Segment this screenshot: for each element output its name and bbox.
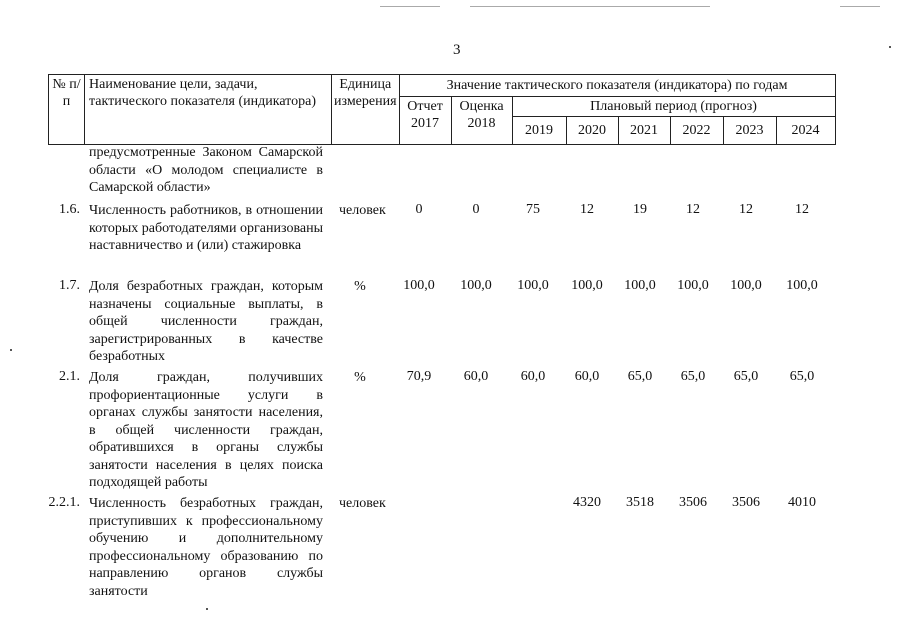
header-year-2021: 2021 xyxy=(618,117,670,145)
header-year-2019: 2019 xyxy=(512,117,566,145)
row-name: Доля безработных граждан, которым назначены социальные выплаты, в общей численности граждан, зарегистрированных в качестве безработных xyxy=(89,279,323,364)
header-year-2024: 2024 xyxy=(776,117,835,145)
row-unit: человек xyxy=(339,203,386,218)
page-number: 3 xyxy=(453,42,461,58)
value-2024: 4010 xyxy=(788,495,816,510)
value-2021: 19 xyxy=(633,202,647,217)
scan-line xyxy=(840,6,880,7)
value-report-2017: 100,0 xyxy=(403,278,435,293)
row-name: Доля граждан, получивших профориентационные услуги в органах службы занятости населения, в общей численности граждан, обратившихся в органы службы занятости населения в целях поиска подходящей работы xyxy=(89,370,323,490)
scan-line xyxy=(380,6,440,7)
value-2019: 60,0 xyxy=(520,369,546,384)
scan-speck xyxy=(206,608,208,610)
header-report: Отчет 2017 xyxy=(399,97,451,145)
value-2019: 100,0 xyxy=(517,278,549,293)
value-estimate-2018: 0 xyxy=(472,202,480,217)
header-planned: Плановый период (прогноз) xyxy=(512,97,835,117)
value-2023: 3506 xyxy=(732,495,760,510)
value-2022: 100,0 xyxy=(677,278,709,293)
value-estimate-2018: 60,0 xyxy=(463,369,489,384)
header-year-2022: 2022 xyxy=(670,117,723,145)
header-name: Наименование цели, задачи, тактического показателя (индикатора) xyxy=(85,75,332,145)
value-2022: 12 xyxy=(686,202,700,217)
header-unit: Единица измерения xyxy=(332,75,400,145)
scan-line xyxy=(470,6,710,7)
row-unit: % xyxy=(354,279,366,294)
header-num: № п/п xyxy=(49,75,85,145)
value-report-2017: 0 xyxy=(415,202,423,217)
row-unit: % xyxy=(354,370,366,385)
header-year-2023: 2023 xyxy=(723,117,776,145)
value-2023: 12 xyxy=(739,202,753,217)
row-name: Численность безработных граждан, приступивших к профессиональному обучению и дополнительному профессиональному образованию по направлению органов службы занятости xyxy=(89,496,323,599)
value-2021: 65,0 xyxy=(627,369,653,384)
value-2020: 60,0 xyxy=(574,369,600,384)
row-num: 2.2.1. xyxy=(48,495,80,510)
header-values: Значение тактического показателя (индикатора) по годам xyxy=(399,75,835,97)
continuation-text: предусмотренные Законом Самарской области «О молодом специалисте в Самарской области» xyxy=(89,145,323,195)
row-name: Численность работников, в отношении которых работодателями организованы наставничество и (или) стажировка xyxy=(89,203,323,253)
value-2022: 3506 xyxy=(679,495,707,510)
value-2024: 12 xyxy=(795,202,809,217)
value-report-2017: 70,9 xyxy=(406,369,432,384)
value-2024: 65,0 xyxy=(789,369,815,384)
value-estimate-2018: 100,0 xyxy=(460,278,492,293)
value-2023: 100,0 xyxy=(730,278,762,293)
value-2023: 65,0 xyxy=(733,369,759,384)
value-2021: 3518 xyxy=(626,495,654,510)
header-estimate: Оценка 2018 xyxy=(451,97,512,145)
table-header xyxy=(48,74,836,145)
value-2020: 12 xyxy=(580,202,594,217)
value-2020: 4320 xyxy=(573,495,601,510)
value-2019: 75 xyxy=(526,202,540,217)
row-num: 1.7. xyxy=(59,278,80,293)
value-2020: 100,0 xyxy=(571,278,603,293)
row-num: 2.1. xyxy=(59,369,80,384)
value-2022: 65,0 xyxy=(680,369,706,384)
header-year-2020: 2020 xyxy=(566,117,618,145)
scan-speck xyxy=(10,349,12,351)
row-unit: человек xyxy=(339,496,386,511)
scan-speck xyxy=(889,46,891,48)
row-num: 1.6. xyxy=(59,202,80,217)
value-2021: 100,0 xyxy=(624,278,656,293)
value-2024: 100,0 xyxy=(786,278,818,293)
